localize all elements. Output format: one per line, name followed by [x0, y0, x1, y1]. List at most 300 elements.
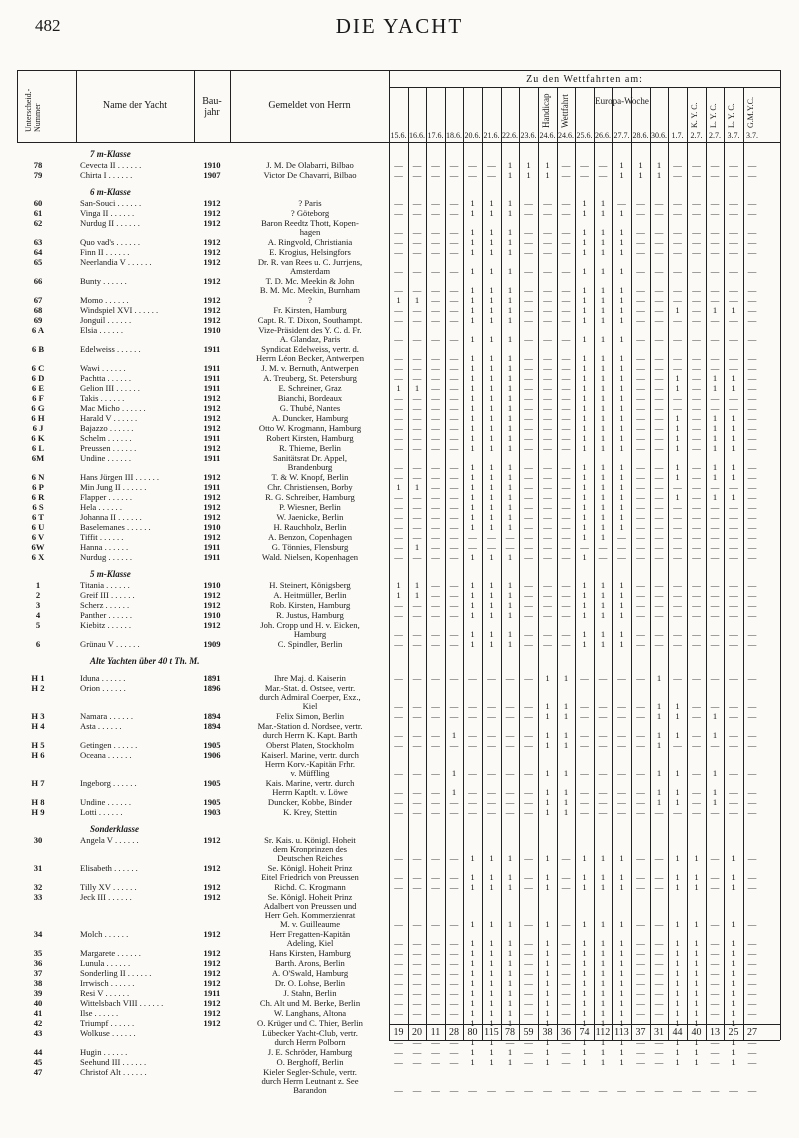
column-total: 28 — [449, 1027, 459, 1038]
entry-mark: — — [543, 552, 552, 562]
entry-mark: — — [449, 711, 459, 721]
entry-mark: — — [710, 353, 720, 363]
entry-mark: — — [729, 363, 738, 373]
entry-mark: — — [468, 768, 477, 778]
race-date-label: 15.6. — [390, 131, 407, 140]
race-date-label: 3.7. — [746, 131, 758, 140]
entry-mark: 1 — [675, 305, 680, 315]
yacht-number: H 4 — [31, 721, 45, 731]
column-total: 78 — [505, 1027, 515, 1038]
entry-mark: — — [524, 673, 533, 683]
yacht-name: Hela . . . . . . — [80, 503, 123, 512]
entry-mark: — — [468, 701, 477, 711]
entry-mark: — — [710, 882, 720, 892]
entry-mark: — — [692, 522, 701, 532]
entry-mark: — — [394, 502, 403, 512]
entry-mark: 1 — [675, 768, 680, 778]
entry-mark: — — [431, 492, 440, 502]
entry-mark: 1 — [507, 1057, 513, 1067]
entry-mark: — — [747, 532, 757, 542]
entry-mark: 1 — [507, 237, 513, 247]
entry-mark: — — [412, 948, 422, 958]
entry-mark: — — [524, 552, 533, 562]
entry-mark: 1 — [600, 610, 606, 620]
entry-mark: — — [524, 978, 533, 988]
entry-mark: 1 — [489, 600, 494, 610]
owner-line: T. D. Mc. Meekin & John — [265, 276, 355, 286]
entry-mark: — — [412, 502, 422, 512]
entry-mark: — — [561, 443, 571, 453]
entry-mark: — — [412, 198, 422, 208]
entry-mark: — — [431, 978, 440, 988]
yacht-number: 6 X — [31, 552, 45, 562]
column-rule — [780, 70, 781, 1040]
entry-mark: — — [636, 266, 645, 276]
entry-mark: — — [673, 610, 682, 620]
entry-mark: — — [524, 237, 533, 247]
entry-mark: — — [598, 552, 608, 562]
entry-mark: 1 — [619, 393, 624, 403]
entry-mark: — — [747, 988, 757, 998]
entry-mark: 1 — [507, 403, 513, 413]
entry-mark: 1 — [582, 502, 587, 512]
entry-mark: — — [449, 315, 459, 325]
entry-mark: — — [561, 266, 571, 276]
entry-mark: — — [654, 532, 664, 542]
entry-mark: 1 — [600, 522, 606, 532]
entry-mark: 1 — [656, 170, 662, 180]
entry-mark: — — [394, 1018, 403, 1028]
entry-mark: — — [524, 882, 533, 892]
build-year: 1894 — [203, 711, 221, 721]
entry-mark: — — [543, 305, 552, 315]
race-date-label: 18.6. — [446, 131, 462, 140]
entry-mark: 1 — [731, 1018, 736, 1028]
entry-mark: 1 — [731, 1057, 736, 1067]
entry-mark: — — [412, 768, 422, 778]
entry-mark: — — [636, 787, 645, 797]
entry-mark: — — [449, 247, 459, 257]
build-year: 1912 — [203, 393, 221, 403]
entry-mark: 1 — [414, 482, 420, 492]
yacht-name: Johanna II . . . . . . — [80, 513, 142, 522]
entry-mark: — — [412, 938, 422, 948]
entry-mark: 1 — [600, 285, 606, 295]
entry-mark: — — [729, 590, 738, 600]
entry-mark: — — [598, 807, 608, 817]
yacht-name: Undine . . . . . . — [80, 454, 132, 463]
entry-mark: — — [561, 160, 571, 170]
entry-mark: 1 — [489, 363, 494, 373]
entry-mark: — — [654, 998, 664, 1008]
owner-line: Lübecker Yacht-Club, vertr. — [262, 1028, 358, 1038]
entry-mark: — — [710, 580, 720, 590]
entry-mark: — — [431, 532, 440, 542]
entry-mark: — — [431, 938, 440, 948]
column-total: 19 — [393, 1027, 404, 1038]
entry-mark: — — [412, 472, 422, 482]
entry-mark: — — [412, 787, 422, 797]
entry-mark: 1 — [470, 472, 475, 482]
column-total: 74 — [579, 1027, 590, 1038]
entry-mark: — — [543, 532, 552, 542]
yacht-name: Harald V . . . . . . — [80, 414, 138, 423]
entry-mark: — — [394, 1008, 403, 1018]
entry-mark: — — [468, 542, 477, 552]
entry-mark: — — [412, 600, 422, 610]
yacht-name: Undine . . . . . . — [80, 798, 132, 807]
entry-mark: — — [431, 730, 440, 740]
entry-mark: — — [394, 315, 403, 325]
entry-mark: — — [710, 998, 720, 1008]
entry-mark: — — [692, 363, 701, 373]
entry-mark: 1 — [712, 305, 718, 315]
entry-mark: 1 — [582, 948, 587, 958]
entry-mark: — — [598, 1085, 608, 1095]
yacht-name: Hugin . . . . . . — [80, 1048, 128, 1057]
entry-mark: 1 — [619, 315, 624, 325]
entry-mark: — — [673, 590, 682, 600]
entry-mark: — — [394, 787, 403, 797]
entry-mark: — — [729, 522, 738, 532]
entry-mark: — — [468, 797, 477, 807]
build-year: 1911 — [203, 344, 221, 354]
entry-mark: — — [747, 807, 757, 817]
entry-mark: — — [543, 542, 552, 552]
entry-mark: — — [449, 882, 459, 892]
entry-mark: — — [692, 462, 701, 472]
entry-mark: 1 — [489, 266, 494, 276]
entry-mark: — — [729, 1085, 738, 1095]
owner-line: J. Stahn, Berlin — [283, 988, 337, 998]
yacht-name: Wawi . . . . . . — [80, 364, 126, 373]
entry-mark: — — [580, 807, 589, 817]
entry-mark: 1 — [470, 315, 475, 325]
entry-mark: — — [654, 295, 664, 305]
column-total: 44 — [672, 1027, 683, 1038]
entry-mark: — — [710, 1047, 720, 1057]
entry-mark: — — [505, 532, 515, 542]
yacht-number: 37 — [33, 968, 43, 978]
entry-mark: — — [449, 701, 459, 711]
entry-mark: — — [449, 1008, 459, 1018]
entry-mark: — — [543, 393, 552, 403]
entry-mark: — — [431, 462, 440, 472]
entry-mark: — — [636, 227, 645, 237]
entry-mark: 1 — [526, 170, 531, 180]
build-year: 1906 — [203, 750, 221, 760]
entry-mark: — — [394, 198, 403, 208]
yacht-name: Momo . . . . . . — [80, 296, 129, 305]
entry-mark: — — [561, 170, 571, 180]
owner-line: durch Herrn K. Kapt. Barth — [262, 730, 358, 740]
owner-line: G. Tönnies, Flensburg — [271, 542, 349, 552]
entry-mark: — — [636, 305, 645, 315]
entry-mark: 1 — [582, 938, 587, 948]
entry-mark: — — [636, 988, 645, 998]
entry-mark: — — [673, 237, 682, 247]
owner-line: Victor De Chavarri, Bilbao — [263, 170, 357, 180]
entry-mark: — — [710, 938, 720, 948]
entry-mark: — — [412, 237, 422, 247]
entry-mark: — — [636, 492, 645, 502]
entry-mark: 1 — [545, 797, 550, 807]
entry-mark: 1 — [396, 383, 401, 393]
entry-mark: 1 — [712, 797, 718, 807]
entry-mark: — — [412, 315, 422, 325]
entry-mark: — — [524, 363, 533, 373]
entry-mark: — — [394, 353, 403, 363]
entry-mark: — — [654, 988, 664, 998]
yacht-name: Ingeborg . . . . . . — [80, 779, 137, 788]
build-year: 1912 — [203, 403, 221, 413]
entry-mark: — — [524, 522, 533, 532]
entry-mark: 1 — [470, 978, 475, 988]
entry-mark: — — [673, 639, 682, 649]
entry-mark: 1 — [619, 334, 624, 344]
entry-mark: — — [524, 580, 533, 590]
club-label: L. Y. C. — [727, 103, 736, 128]
entry-mark: — — [431, 208, 440, 218]
entry-mark: — — [431, 334, 440, 344]
entry-mark: — — [654, 1008, 664, 1018]
entry-mark: 1 — [451, 730, 457, 740]
entry-mark: 1 — [731, 423, 736, 433]
entry-mark: 1 — [507, 492, 513, 502]
entry-mark: — — [394, 227, 403, 237]
entry-mark: — — [580, 730, 589, 740]
entry-mark: 1 — [619, 433, 624, 443]
entry-mark: 1 — [619, 227, 624, 237]
entry-mark: 1 — [600, 315, 606, 325]
entry-mark: — — [747, 237, 757, 247]
entry-mark: — — [412, 373, 422, 383]
race-date-label: 20.6. — [464, 131, 481, 140]
yacht-name: Finn II . . . . . . — [80, 248, 130, 257]
entry-mark: — — [654, 383, 664, 393]
entry-mark: — — [654, 266, 664, 276]
entry-mark: — — [543, 492, 552, 502]
yacht-name: Wittelsbach VIII . . . . . . — [80, 999, 164, 1008]
owner-line: A. O'Swald, Hamburg — [271, 968, 349, 978]
entry-mark: 1 — [489, 492, 494, 502]
entry-mark: — — [394, 443, 403, 453]
entry-mark: — — [636, 1037, 645, 1047]
entry-mark: 1 — [675, 948, 680, 958]
entry-mark: 1 — [507, 443, 513, 453]
entry-mark: — — [449, 1085, 459, 1095]
entry-mark: — — [412, 701, 422, 711]
entry-mark: — — [505, 673, 515, 683]
entry-mark: — — [394, 872, 403, 882]
entry-mark: 1 — [731, 472, 736, 482]
entry-mark: — — [636, 443, 645, 453]
entry-mark: 1 — [619, 919, 624, 929]
yacht-number: 42 — [33, 1018, 43, 1028]
entry-mark: 1 — [712, 413, 718, 423]
entry-mark: 1 — [563, 807, 569, 817]
entry-mark: 1 — [582, 1047, 587, 1057]
entry-mark: — — [580, 542, 589, 552]
entry-mark: 1 — [470, 1057, 475, 1067]
entry-mark: 1 — [470, 285, 475, 295]
entry-mark: — — [524, 443, 533, 453]
entry-mark: — — [468, 807, 477, 817]
entry-mark: 1 — [600, 393, 606, 403]
race-date-label: 17.6. — [427, 131, 444, 140]
yacht-number: 33 — [33, 892, 43, 902]
entry-mark: — — [673, 512, 682, 522]
entry-mark: — — [394, 988, 403, 998]
entry-mark: 1 — [414, 295, 420, 305]
yacht-number: 2 — [35, 590, 41, 600]
entry-mark: 1 — [619, 988, 624, 998]
yacht-number: 6M — [31, 453, 45, 463]
entry-mark: — — [561, 334, 571, 344]
yacht-number: 6 V — [31, 532, 45, 542]
entry-mark: 1 — [507, 482, 513, 492]
entry-mark: 1 — [507, 639, 513, 649]
entry-mark: — — [524, 227, 533, 237]
yacht-name: Margarete . . . . . . — [80, 949, 141, 958]
entry-mark: — — [598, 711, 608, 721]
entry-mark: 1 — [675, 373, 680, 383]
entry-mark: 1 — [619, 373, 624, 383]
yacht-number: 6 C — [31, 363, 45, 373]
entry-mark: — — [747, 552, 757, 562]
entry-mark: — — [431, 1057, 440, 1067]
yacht-name: Iduna . . . . . . — [80, 674, 126, 683]
yacht-name: Hans Jürgen III . . . . . . — [80, 473, 160, 482]
entry-mark: — — [561, 247, 571, 257]
entry-mark: 1 — [507, 295, 513, 305]
entry-mark: 1 — [656, 673, 662, 683]
entry-mark: — — [543, 353, 552, 363]
entry-mark: 1 — [507, 580, 513, 590]
owner-line: P. Wiesner, Berlin — [279, 502, 341, 512]
entry-mark: 1 — [582, 237, 587, 247]
entry-mark: 1 — [582, 462, 587, 472]
entry-mark: 1 — [582, 393, 587, 403]
entry-mark: — — [412, 532, 422, 542]
entry-mark: 1 — [489, 998, 494, 1008]
entry-mark: — — [692, 305, 701, 315]
owner-line: Capt. R. T. Dixon, Southampt. — [257, 315, 363, 325]
entry-mark: — — [710, 403, 720, 413]
entry-mark: — — [561, 938, 571, 948]
entry-mark: — — [524, 600, 533, 610]
yacht-name: Flapper . . . . . . — [80, 493, 133, 502]
entry-mark: 1 — [507, 373, 513, 383]
entry-mark: — — [561, 958, 571, 968]
entry-mark: 1 — [489, 968, 494, 978]
entry-mark: 1 — [619, 882, 624, 892]
entry-mark: 1 — [489, 237, 494, 247]
entry-mark: 1 — [582, 853, 587, 863]
entry-mark: — — [636, 247, 645, 257]
entry-mark: 1 — [507, 383, 513, 393]
entry-mark: 1 — [694, 853, 699, 863]
table-top-rule — [17, 70, 780, 71]
entry-mark: — — [561, 472, 571, 482]
owner-line: Brandenburg — [287, 462, 333, 472]
entry-mark: 1 — [619, 502, 624, 512]
entry-mark: 1 — [489, 315, 494, 325]
yacht-number: 60 — [33, 198, 43, 208]
entry-mark: — — [692, 740, 701, 750]
entry-mark: — — [394, 610, 403, 620]
entry-mark: 1 — [470, 600, 475, 610]
entry-mark: — — [431, 305, 440, 315]
entry-mark: — — [747, 1037, 757, 1047]
entry-mark: — — [636, 462, 645, 472]
entry-mark: 1 — [489, 353, 494, 363]
build-year: 1912 — [203, 315, 221, 325]
entry-mark: — — [487, 673, 496, 683]
entry-mark: 1 — [470, 872, 475, 882]
entry-mark: 1 — [619, 403, 624, 413]
entry-mark: — — [654, 247, 664, 257]
entry-mark: 1 — [600, 295, 606, 305]
entry-mark: — — [524, 590, 533, 600]
entry-mark: — — [710, 740, 720, 750]
entry-mark: 1 — [675, 701, 680, 711]
owner-line: J. M. v. Bernuth, Antwerpen — [261, 363, 359, 373]
entry-mark: — — [394, 403, 403, 413]
entry-mark: 1 — [451, 768, 457, 778]
build-year: 1896 — [203, 683, 221, 693]
entry-mark: 1 — [600, 227, 606, 237]
entry-mark: 1 — [675, 443, 680, 453]
entry-mark: — — [431, 580, 440, 590]
entry-mark: 1 — [470, 482, 475, 492]
entry-mark: — — [561, 1018, 571, 1028]
entry-mark: 1 — [675, 919, 680, 929]
owner-line: durch Admiral Coerper, Exz., — [259, 692, 361, 702]
entry-mark: 1 — [694, 1018, 699, 1028]
entry-mark: 1 — [600, 237, 606, 247]
entry-mark: 1 — [582, 968, 587, 978]
entry-mark: — — [673, 807, 682, 817]
entry-mark: 1 — [470, 334, 475, 344]
entry-mark: — — [449, 807, 459, 817]
entry-mark: — — [394, 807, 403, 817]
yacht-name: Hanna . . . . . . — [80, 543, 129, 552]
entry-mark: 1 — [619, 1008, 624, 1018]
build-year: 1912 — [203, 892, 221, 902]
yacht-name: Ilse . . . . . . — [80, 1009, 119, 1018]
entry-mark: — — [487, 807, 496, 817]
owner-line: O. Berghoff, Berlin — [276, 1057, 344, 1067]
yacht-name: Sonderling II . . . . . . — [80, 969, 152, 978]
yacht-number: 68 — [33, 305, 43, 315]
entry-mark: — — [654, 227, 664, 237]
entry-mark: 1 — [507, 334, 513, 344]
entry-mark: — — [449, 208, 459, 218]
entry-mark: 1 — [470, 919, 475, 929]
owner-column-label: Gemeldet von Herrn — [268, 100, 351, 111]
entry-mark: 1 — [470, 393, 475, 403]
entry-mark: 1 — [675, 423, 680, 433]
entry-mark: — — [561, 353, 571, 363]
owner-line: Robert Kirsten, Hamburg — [266, 433, 354, 443]
entry-mark: — — [561, 373, 571, 383]
entry-mark: 1 — [619, 1018, 624, 1028]
entry-mark: 1 — [600, 1037, 606, 1047]
yacht-number: 69 — [33, 315, 43, 325]
entry-mark: 1 — [507, 522, 513, 532]
entry-mark: 1 — [582, 1018, 587, 1028]
